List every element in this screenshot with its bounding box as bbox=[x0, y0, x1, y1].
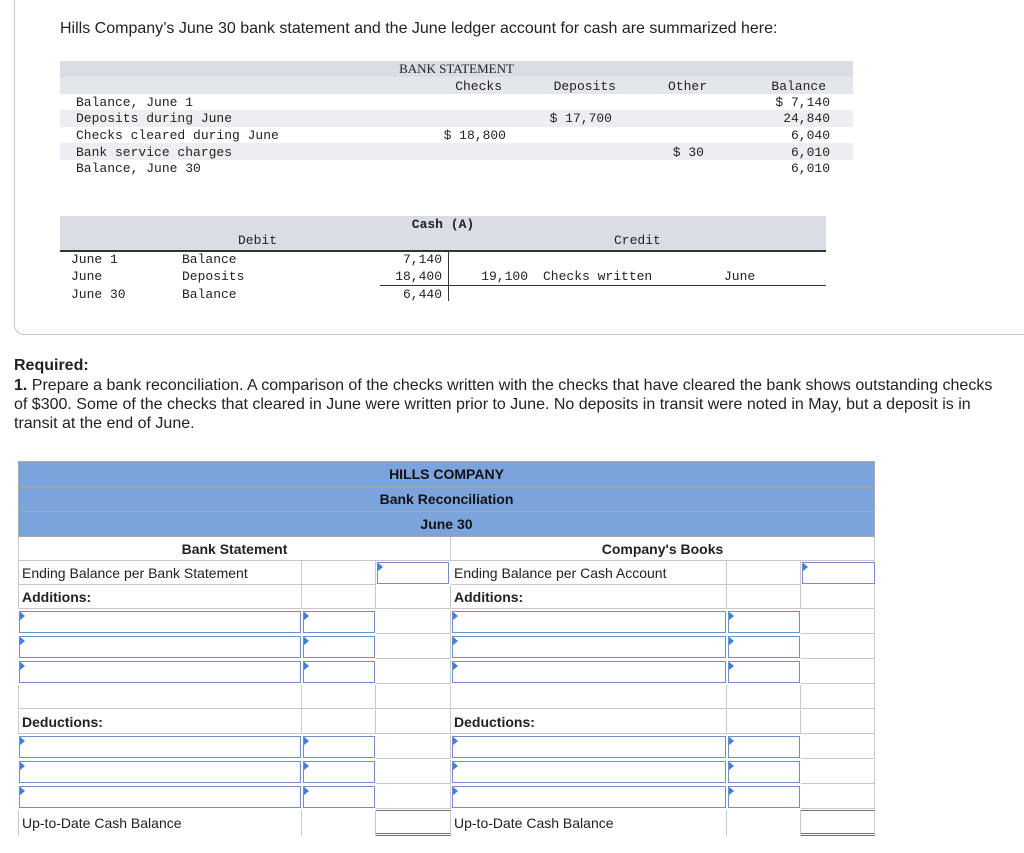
right-deduction-desc-input[interactable] bbox=[452, 786, 726, 808]
bs-row-balance: 6,040 bbox=[790, 128, 830, 143]
left-ending-spacer bbox=[302, 561, 376, 585]
recon-date: June 30 bbox=[18, 512, 875, 537]
bank-statement-title: BANK STATEMENT bbox=[399, 61, 514, 76]
left-addition-desc-input[interactable] bbox=[19, 661, 301, 683]
ledger-rule bbox=[60, 250, 826, 252]
right-addition-amount-input[interactable] bbox=[728, 611, 800, 633]
intro-text: Hills Company’s June 30 bank statement and the June ledger account for cash are summarized here: bbox=[60, 20, 778, 37]
bs-row-other: $ 30 bbox=[672, 145, 704, 160]
ledger-credit-date: June bbox=[724, 269, 756, 284]
left-deduction-desc-input[interactable] bbox=[19, 736, 301, 758]
right-ending-spacer bbox=[727, 561, 801, 585]
bs-row-label: Deposits during June bbox=[76, 111, 233, 126]
left-ending-label: Ending Balance per Bank Statement bbox=[18, 561, 302, 585]
recon-grid bbox=[18, 537, 875, 837]
bs-row-label: Balance, June 30 bbox=[76, 161, 201, 176]
left-uptodate-label: Up-to-Date Cash Balance bbox=[18, 810, 302, 836]
ledger-debit-amount: 6,440 bbox=[402, 287, 442, 302]
right-ending-label: Ending Balance per Cash Account bbox=[451, 561, 727, 585]
right-ending-input[interactable] bbox=[802, 562, 875, 584]
col-other: Other bbox=[667, 79, 707, 94]
right-deduction-desc-input[interactable] bbox=[452, 761, 726, 783]
right-uptodate-label: Up-to-Date Cash Balance bbox=[451, 810, 727, 836]
ledger-debit-desc: Balance bbox=[182, 287, 237, 302]
ledger-debit-date: June 1 bbox=[71, 252, 118, 267]
col-balance: Balance bbox=[771, 79, 826, 94]
left-deduction-desc-input[interactable] bbox=[19, 786, 301, 808]
ledger-credit-desc: Checks written bbox=[543, 269, 653, 284]
ledger-debit-amount: 18,400 bbox=[395, 269, 442, 284]
left-addition-amount-input[interactable] bbox=[303, 611, 375, 633]
bs-row-balance: 24,840 bbox=[783, 111, 830, 126]
left-ending-input[interactable] bbox=[377, 562, 449, 584]
right-heading: Company's Books bbox=[451, 537, 875, 561]
left-addition-desc-input[interactable] bbox=[19, 636, 301, 658]
required-number: 1. bbox=[14, 377, 28, 394]
ledger-credit-amount: 19,100 bbox=[481, 269, 528, 284]
right-deduction-amount-input[interactable] bbox=[728, 761, 800, 783]
left-deduction-desc-input[interactable] bbox=[19, 761, 301, 783]
right-deduction-amount-input[interactable] bbox=[728, 786, 800, 808]
ledger-debit-desc: Balance bbox=[182, 252, 237, 267]
right-addition-desc-input[interactable] bbox=[452, 636, 726, 658]
right-addition-amount-input[interactable] bbox=[728, 636, 800, 658]
bs-row-deposits: $ 17,700 bbox=[549, 111, 612, 126]
right-addition-amount-input[interactable] bbox=[728, 661, 800, 683]
ledger-debit-desc: Deposits bbox=[182, 269, 245, 284]
bs-row-label: Checks cleared during June bbox=[76, 128, 279, 143]
left-addition-desc-input[interactable] bbox=[19, 611, 301, 633]
ledger-debit-label: Debit bbox=[238, 233, 278, 248]
required-heading: Required: bbox=[14, 357, 89, 374]
ledger-debit-amount: 7,140 bbox=[402, 252, 442, 267]
bs-row-balance: $ 7,140 bbox=[775, 95, 830, 110]
bs-row-label: Balance, June 1 bbox=[76, 95, 194, 110]
ledger-credit-label: Credit bbox=[614, 233, 661, 248]
right-uptodate-total[interactable] bbox=[801, 810, 875, 836]
col-deposits: Deposits bbox=[553, 79, 616, 94]
left-additions-label: Additions: bbox=[18, 585, 302, 609]
right-deduction-desc-input[interactable] bbox=[452, 736, 726, 758]
ledger-debit-date: June 30 bbox=[71, 287, 126, 302]
bs-row-checks: $ 18,800 bbox=[443, 128, 506, 143]
bank-reconciliation-form bbox=[18, 461, 875, 837]
bs-row-balance: 6,010 bbox=[790, 161, 830, 176]
left-deduction-amount-input[interactable] bbox=[303, 736, 375, 758]
left-deduction-amount-input[interactable] bbox=[303, 761, 375, 783]
ledger-title: Cash (A) bbox=[411, 217, 475, 232]
left-deduction-amount-input[interactable] bbox=[303, 786, 375, 808]
left-deductions-label: Deductions: bbox=[18, 710, 302, 734]
right-addition-desc-input[interactable] bbox=[452, 611, 726, 633]
right-additions-label: Additions: bbox=[451, 585, 727, 609]
ledger-t-line bbox=[448, 251, 449, 301]
left-uptodate-total[interactable] bbox=[376, 810, 451, 836]
left-addition-amount-input[interactable] bbox=[303, 661, 375, 683]
right-deductions-label: Deductions: bbox=[451, 710, 727, 734]
required-text bbox=[14, 376, 1006, 433]
left-heading: Bank Statement bbox=[18, 537, 451, 561]
bs-row-balance: 6,010 bbox=[790, 145, 830, 160]
right-addition-desc-input[interactable] bbox=[452, 661, 726, 683]
right-deduction-amount-input[interactable] bbox=[728, 736, 800, 758]
ledger-debit-date: June bbox=[71, 269, 103, 284]
required-body: Prepare a bank reconciliation. A comparison of the checks written with the checks that have cleared the bank shows outstanding checks of $300. Some of the checks that cleared in June were written prior to June. No deposits in transit were noted in May, but a deposit is in transit at the end of June. bbox=[14, 377, 993, 432]
recon-company: HILLS COMPANY bbox=[18, 461, 875, 487]
left-addition-amount-input[interactable] bbox=[303, 636, 375, 658]
col-checks: Checks bbox=[455, 79, 502, 94]
recon-title: Bank Reconciliation bbox=[18, 487, 875, 512]
bs-row-label: Bank service charges bbox=[76, 145, 233, 160]
